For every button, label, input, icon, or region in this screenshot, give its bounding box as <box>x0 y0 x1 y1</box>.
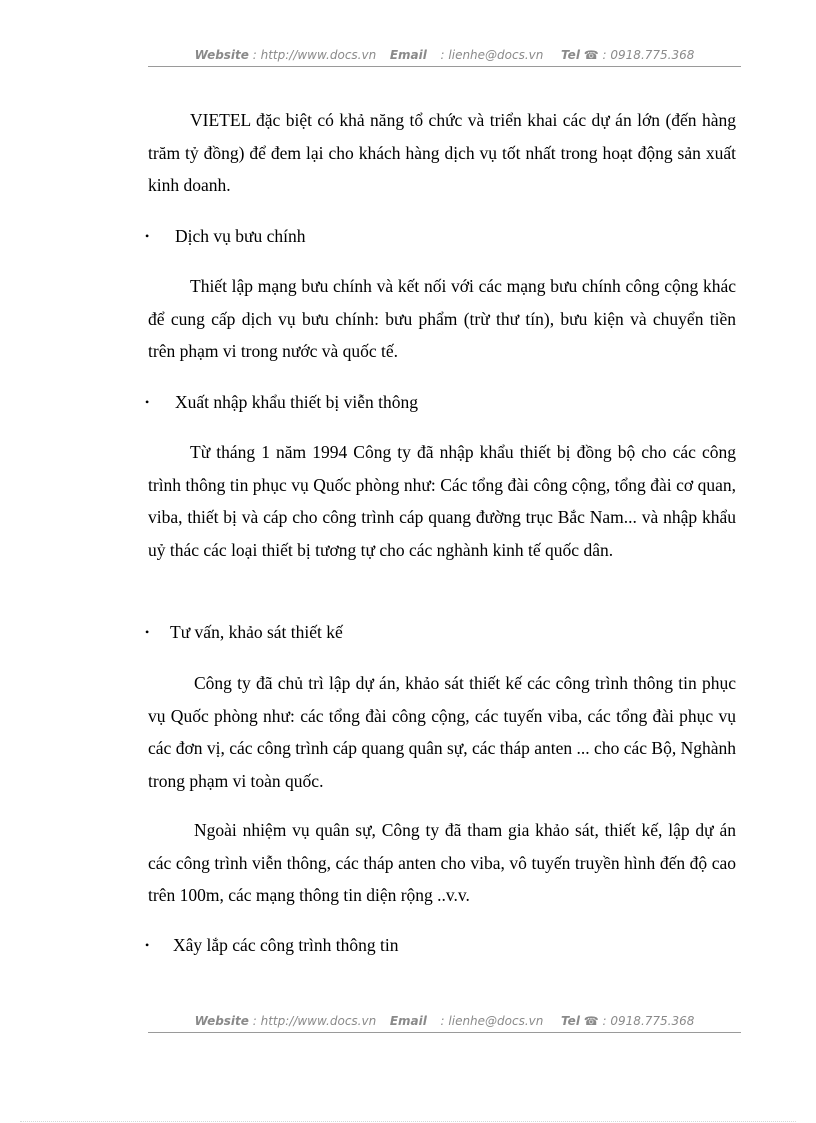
header-email-value[interactable]: : lienhe@docs.vn <box>440 48 544 62</box>
paragraph-consult-1-text: Công ty đã chủ trì lập dự án, khảo sát thiết kế các công trình thông tin phục vụ Quốc phòng như: các tổng đài công cộng, các tuyến viba, các tổng đài phục vụ các đơn vị, các công trình cáp quang quân sự, các tháp anten ... cho các Bộ, Nghành trong phạm vi toàn quốc. <box>148 673 736 791</box>
bullet-import-export <box>145 390 418 414</box>
page-footer <box>148 1014 741 1033</box>
footer-email-label: Email <box>389 1014 427 1028</box>
footer-website-label: Website <box>194 1014 249 1028</box>
bullet-icon: • <box>145 938 150 952</box>
paragraph-import-text: Từ tháng 1 năm 1994 Công ty đã nhập khẩu thiết bị đồng bộ cho các công trình thông tin phục vụ Quốc phòng như: Các tổng đài công cộng, tổng đài cơ quan, viba, thiết bị và cáp cho công trình cáp quang đường trục Bắc Nam... và nhập khẩu uỷ thác các loại thiết bị tương tự cho các nghành kinh tế quốc dân. <box>148 442 736 560</box>
paragraph-vietel-text: VIETEL đặc biệt có khả năng tổ chức và triển khai các dự án lớn (đến hàng trăm tỷ đồng) để đem lại cho khách hàng dịch vụ tốt nhất trong hoạt động sản xuất kinh doanh. <box>148 110 736 195</box>
paragraph-import <box>148 436 736 566</box>
bullet-construction <box>145 933 399 957</box>
paragraph-consulting-2 <box>148 814 736 912</box>
bullet-import-label: Xuất nhập khẩu thiết bị viễn thông <box>175 392 419 412</box>
page-header <box>148 48 741 67</box>
bullet-consulting <box>145 620 343 644</box>
bullet-build-label: Xây lắp các công trình thông tin <box>173 935 399 955</box>
page-bottom-divider <box>20 1121 796 1122</box>
bullet-postal-label: Dịch vụ bưu chính <box>175 226 306 246</box>
bullet-icon: • <box>145 229 150 243</box>
bullet-icon: • <box>145 625 150 639</box>
footer-tel-label: Tel <box>561 1014 580 1028</box>
phone-icon: ☎ <box>583 48 599 62</box>
bullet-postal-service <box>145 224 306 248</box>
bullet-icon: • <box>145 395 150 409</box>
footer-website-value[interactable]: : http://www.docs.vn <box>252 1014 377 1028</box>
header-website-value[interactable]: : http://www.docs.vn <box>252 48 377 62</box>
header-website-label: Website <box>194 48 249 62</box>
paragraph-postal <box>148 270 736 368</box>
bullet-consult-label: Tư vấn, khảo sát thiết kế <box>170 622 343 642</box>
paragraph-consult-2-text: Ngoài nhiệm vụ quân sự, Công ty đã tham gia khảo sát, thiết kế, lập dự án các công trình viễn thông, các tháp anten cho viba, vô tuyến truyền hình đến độ cao trên 100m, các mạng thông tin diện rộng ..v.v. <box>148 820 736 905</box>
footer-tel-value: : 0918.775.368 <box>602 1014 695 1028</box>
phone-icon: ☎ <box>583 1014 599 1028</box>
paragraph-vietel <box>148 104 736 202</box>
header-email-label: Email <box>389 48 427 62</box>
header-tel-value: : 0918.775.368 <box>602 48 695 62</box>
paragraph-consulting-1 <box>148 667 736 797</box>
header-tel-label: Tel <box>561 48 580 62</box>
footer-email-value[interactable]: : lienhe@docs.vn <box>440 1014 544 1028</box>
paragraph-postal-text: Thiết lập mạng bưu chính và kết nối với các mạng bưu chính công cộng khác để cung cấp dịch vụ bưu chính: bưu phẩm (trừ thư tín), bưu kiện và chuyển tiền trên phạm vi trong nước và quốc tế. <box>148 276 736 361</box>
